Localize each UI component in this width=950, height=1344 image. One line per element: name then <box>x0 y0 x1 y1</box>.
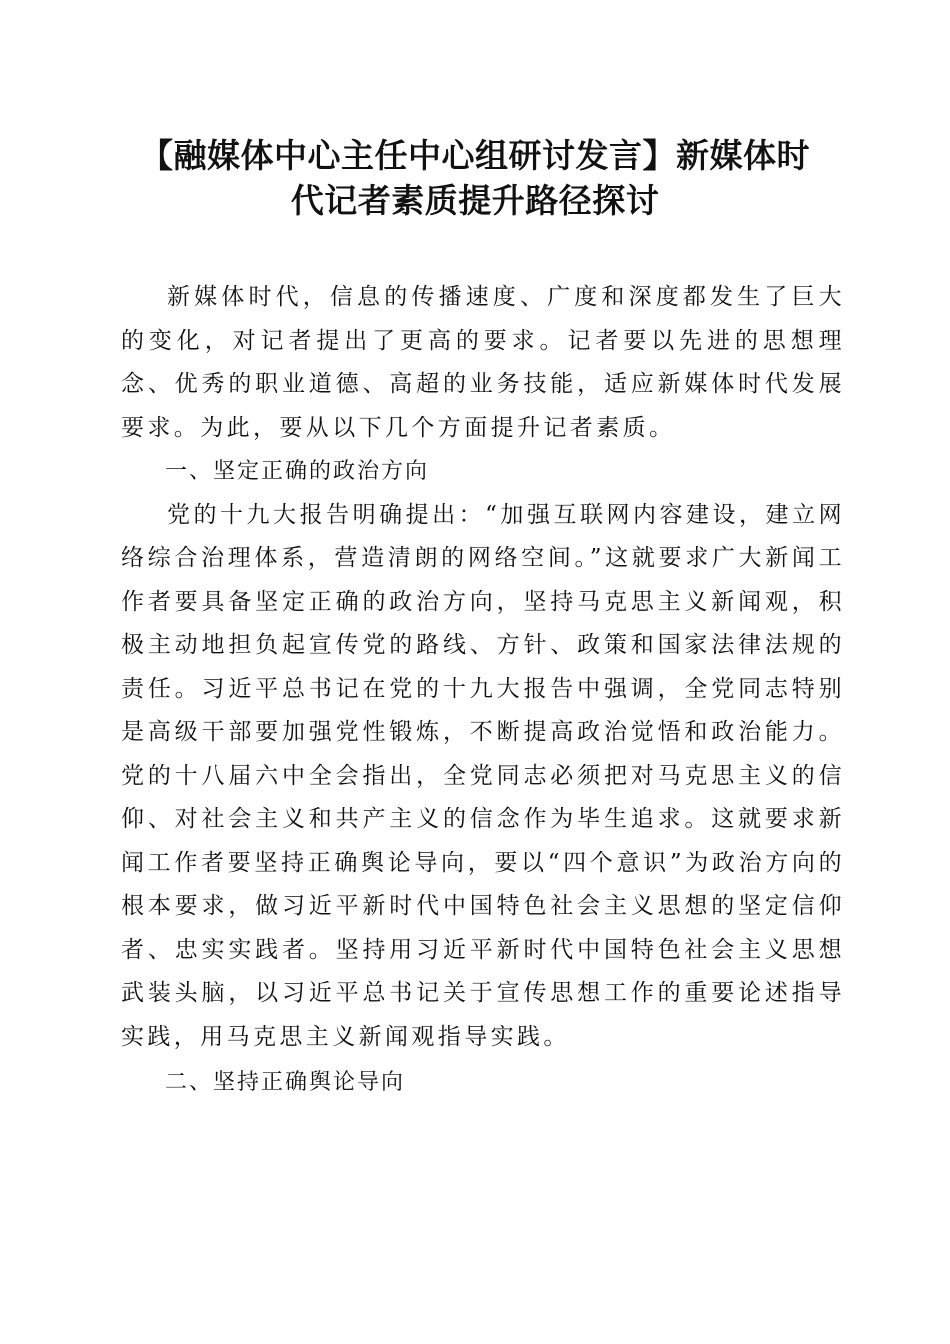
intro-paragraph: 新媒体时代，信息的传播速度、广度和深度都发生了巨大的变化，对记者提出了更高的要求。记者要以先进的思想理念、优秀的职业道德、高超的业务技能，适应新媒体时代发展要求。为此，要从以下几个方面提升记者素质。 <box>121 284 845 441</box>
title-line-1: 【融媒体中心主任中心组研讨发言】新媒体时 <box>140 136 810 175</box>
section-heading-2: 二、坚持正确舆论导向 <box>165 1070 406 1095</box>
title-line-2: 代记者素质提升路径探讨 <box>290 181 660 220</box>
section-heading-1: 一、坚定正确的政治方向 <box>165 459 430 484</box>
document-title <box>100 133 850 223</box>
section-1-paragraph: 党的十九大报告明确提出：“加强互联网内容建设，建立网络综合治理体系，营造清朗的网络空间。”这就要求广大新闻工作者要具备坚定正确的政治方向，坚持马克思主义新闻观，积极主动地担负起宣传党的路线、方针、政策和国家法律法规的责任。习近平总书记在党的十九大报告中强调，全党同志特别是高级干部要加强党性锻炼，不断提高政治觉悟和政治能力。党的十八届六中全会指出，全党同志必须把对马克思主义的信仰、对社会主义和共产主义的信念作为毕生追求。这就要求新闻工作者要坚持正确舆论导向，要以“四个意识”为政治方向的根本要求，做习近平新时代中国特色社会主义思想的坚定信仰者、忠实实践者。坚持用习近平新时代中国特色社会主义思想武装头脑，以习近平总书记关于宣传思想工作的重要论述指导实践，用马克思主义新闻观指导实践。 <box>121 501 845 1050</box>
document-body <box>121 276 845 1105</box>
